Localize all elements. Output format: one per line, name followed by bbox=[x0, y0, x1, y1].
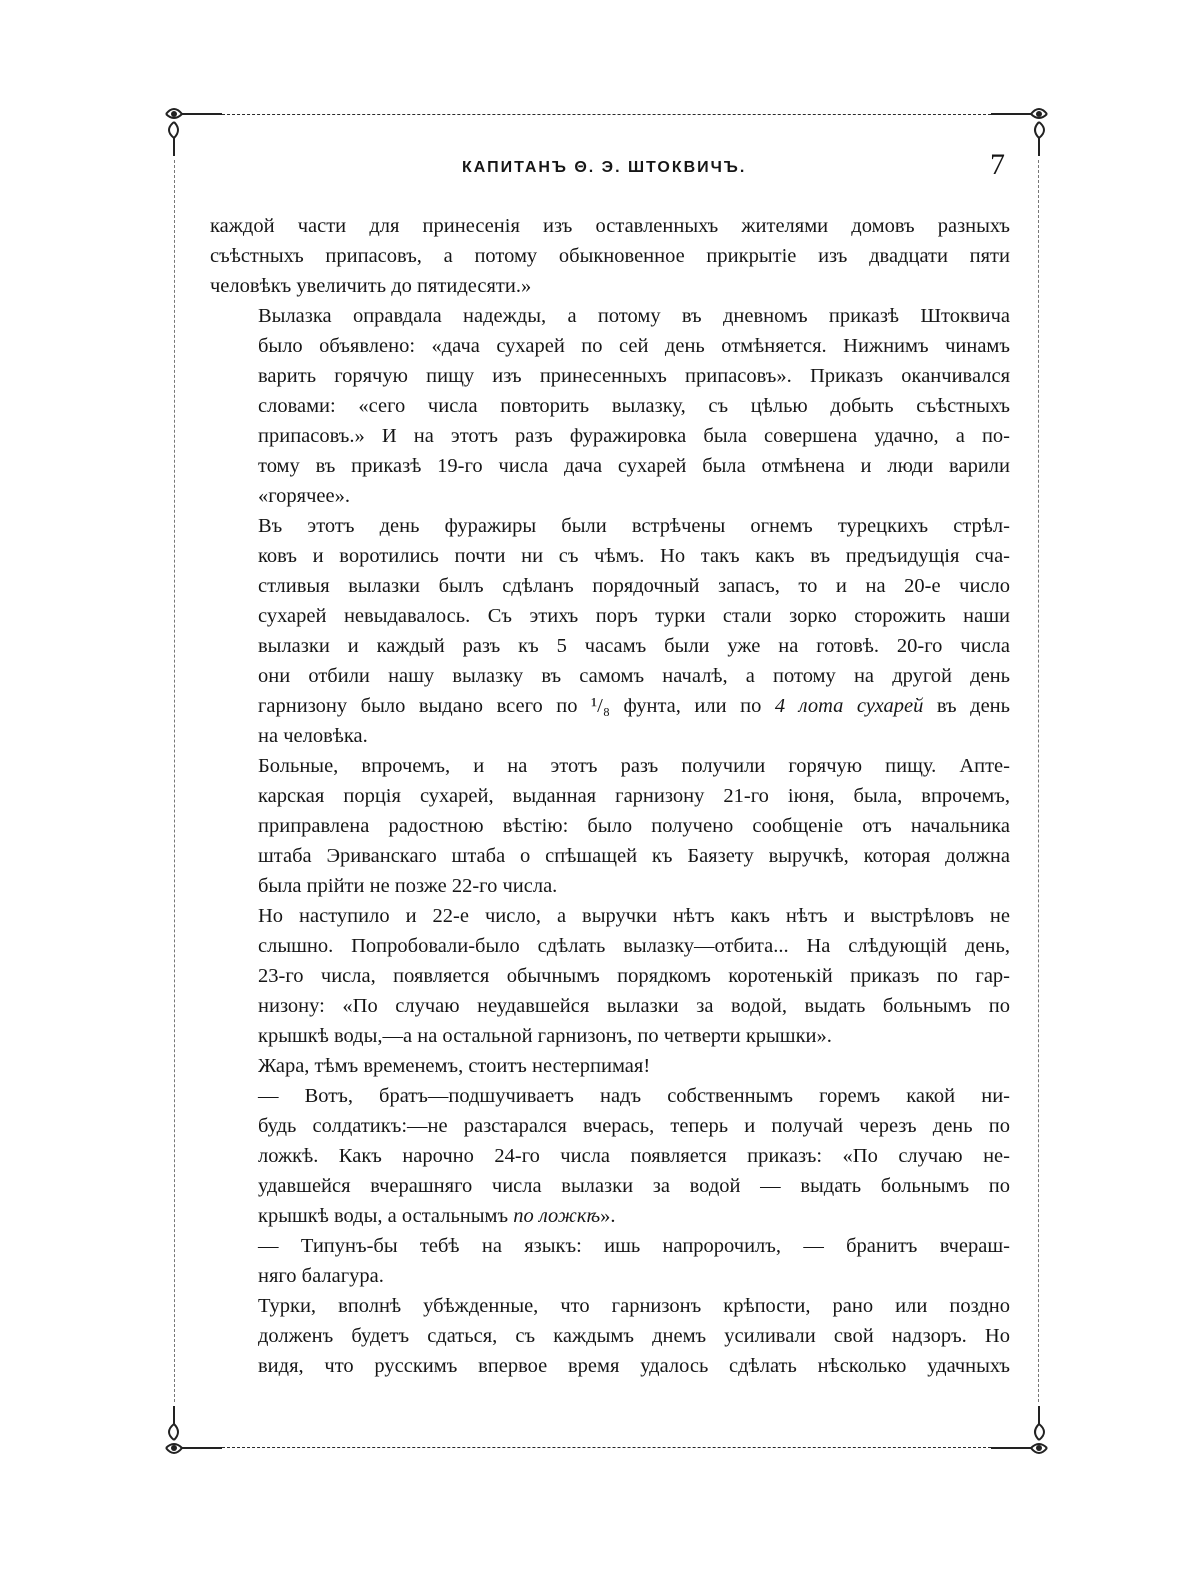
running-header-title: КАПИТАНЪ Θ. Э. ШТОКВИЧЪ. bbox=[462, 159, 747, 176]
text-line: была прійти не позже 22-го числа. bbox=[258, 875, 558, 897]
text-line: сухарей невыдавалось. Съ этихъ поръ турки стали зорко сторожить наши bbox=[258, 605, 1010, 627]
text-line: карская порція сухарей, выданная гарнизону 21-го іюня, была, впрочемъ, bbox=[258, 785, 1010, 807]
text-line: ковъ и воротились почти ни съ чѣмъ. Но такъ какъ въ предъидущія сча- bbox=[258, 545, 1010, 567]
text-line: долженъ будетъ сдаться, съ каждымъ днемъ усиливали свой надзоръ. Но bbox=[258, 1325, 1010, 1347]
text-body bbox=[210, 211, 1010, 1381]
left-border-rule bbox=[174, 160, 175, 1402]
text-line: приправлена радостною вѣстію: было получено сообщеніе отъ начальника bbox=[258, 815, 1010, 837]
text-line: Турки, вполнѣ убѣжденные, что гарнизонъ крѣпости, рано или поздно bbox=[258, 1295, 1010, 1317]
italic-emphasis: 4 лота сухарей bbox=[774, 695, 924, 717]
paragraph bbox=[210, 1081, 1010, 1231]
text-line: каждой части для принесенія изъ оставленныхъ жителями домовъ разныхъ bbox=[210, 215, 1010, 237]
text-line: няго балагура. bbox=[258, 1265, 384, 1287]
text-line: ложкѣ. Какъ нарочно 24-го числа появляется приказъ: «По случаю не- bbox=[258, 1145, 1010, 1167]
text-line: 23-го числа, появляется обычнымъ порядкомъ коротенькій приказъ по гар- bbox=[258, 965, 1010, 987]
text-line: — Вотъ, братъ—подшучиваетъ надъ собственнымъ горемъ какой ни- bbox=[258, 1085, 1010, 1107]
paragraph bbox=[210, 211, 1010, 301]
text-line: словами: «сего числа повторить вылазку, съ цѣлью добыть съѣстныхъ bbox=[258, 395, 1010, 417]
paragraph bbox=[210, 511, 1010, 751]
text-line: стливыя вылазки былъ сдѣланъ порядочный запасъ, то и на 20-е число bbox=[258, 575, 1010, 597]
paragraph bbox=[210, 1231, 1010, 1291]
paragraph bbox=[210, 301, 1010, 511]
page-number: 7 bbox=[990, 148, 1005, 181]
text-line: Но наступило и 22-е число, а выручки нѣтъ какъ нѣтъ и выстрѣловъ не bbox=[258, 905, 1010, 927]
text-line: Вылазка оправдала надежды, а потому въ дневномъ приказѣ Штоквича bbox=[258, 305, 1010, 327]
text-line: Жара, тѣмъ временемъ, стоитъ нестерпимая! bbox=[258, 1055, 651, 1077]
text-line: было объявлено: «дача сухарей по сей день отмѣняется. Нижнимъ чинамъ bbox=[258, 335, 1010, 357]
text-line: низону: «По случаю неудавшейся вылазки за водой, выдать больнымъ по bbox=[258, 995, 1010, 1017]
italic-emphasis: по ложкѣ bbox=[513, 1205, 601, 1227]
paragraph bbox=[210, 1051, 1010, 1081]
text-line: — Типунъ-бы тебѣ на языкъ: ишь напророчилъ, — бранитъ вчераш- bbox=[258, 1235, 1010, 1257]
text-line: крышкѣ воды,—а на остальной гарнизонъ, по четверти крышки». bbox=[258, 1025, 832, 1047]
corner-ornament-top-left bbox=[160, 100, 230, 160]
right-border-rule bbox=[1038, 160, 1039, 1402]
text-line: вылазки и каждый разъ къ 5 часамъ были уже на готовѣ. 20-го числа bbox=[258, 635, 1010, 657]
paragraph bbox=[210, 901, 1010, 1051]
paragraph bbox=[210, 751, 1010, 901]
text-line: съѣстныхъ припасовъ, а потому обыкновенное прикрытіе изъ двадцати пяти bbox=[210, 245, 1010, 267]
bottom-border-rule bbox=[212, 1447, 1001, 1448]
top-border-rule bbox=[212, 114, 1001, 115]
text-line: гарнизону было выдано всего по ¹/₈ фунта, или по 4 лота сухарей въ день bbox=[258, 695, 1011, 717]
text-line: «горячее». bbox=[258, 485, 350, 507]
text-line: они отбили нашу вылазку въ самомъ началѣ, а потому на другой день bbox=[258, 665, 1010, 687]
text-line: тому въ приказѣ 19-го числа дача сухарей была отмѣнена и люди варили bbox=[258, 455, 1010, 477]
text-line: крышкѣ воды, а остальнымъ по ложкѣ». bbox=[258, 1205, 616, 1227]
paragraph bbox=[210, 1291, 1010, 1381]
text-line: будь солдатикъ:—не разстарался вчерась, теперь и получай черезъ день по bbox=[258, 1115, 1010, 1137]
corner-ornament-bottom-right bbox=[983, 1402, 1053, 1462]
text-line: на человѣка. bbox=[258, 725, 368, 747]
text-line: варить горячую пищу изъ принесенныхъ припасовъ». Приказъ оканчивался bbox=[258, 365, 1010, 387]
text-line: видя, что русскимъ впервое время удалось сдѣлать нѣсколько удачныхъ bbox=[258, 1355, 1010, 1377]
corner-ornament-bottom-left bbox=[160, 1402, 230, 1462]
text-line: слышно. Попробовали-было сдѣлать вылазку—отбита... На слѣдующій день, bbox=[258, 935, 1010, 957]
text-line: штаба Эриванскаго штаба о спѣшащей къ Баязету выручкѣ, которая должна bbox=[258, 845, 1010, 867]
text-line: Больные, впрочемъ, и на этотъ разъ получили горячую пищу. Апте- bbox=[258, 755, 1010, 777]
text-line: припасовъ.» И на этотъ разъ фуражировка была совершена удачно, а по- bbox=[258, 425, 1010, 447]
text-line: человѣкъ увеличить до пятидесяти.» bbox=[210, 275, 532, 297]
text-line: удавшейся вчерашняго числа вылазки за водой — выдать больнымъ по bbox=[258, 1175, 1010, 1197]
text-line: Въ этотъ день фуражиры были встрѣчены огнемъ турецкихъ стрѣл- bbox=[258, 515, 1010, 537]
